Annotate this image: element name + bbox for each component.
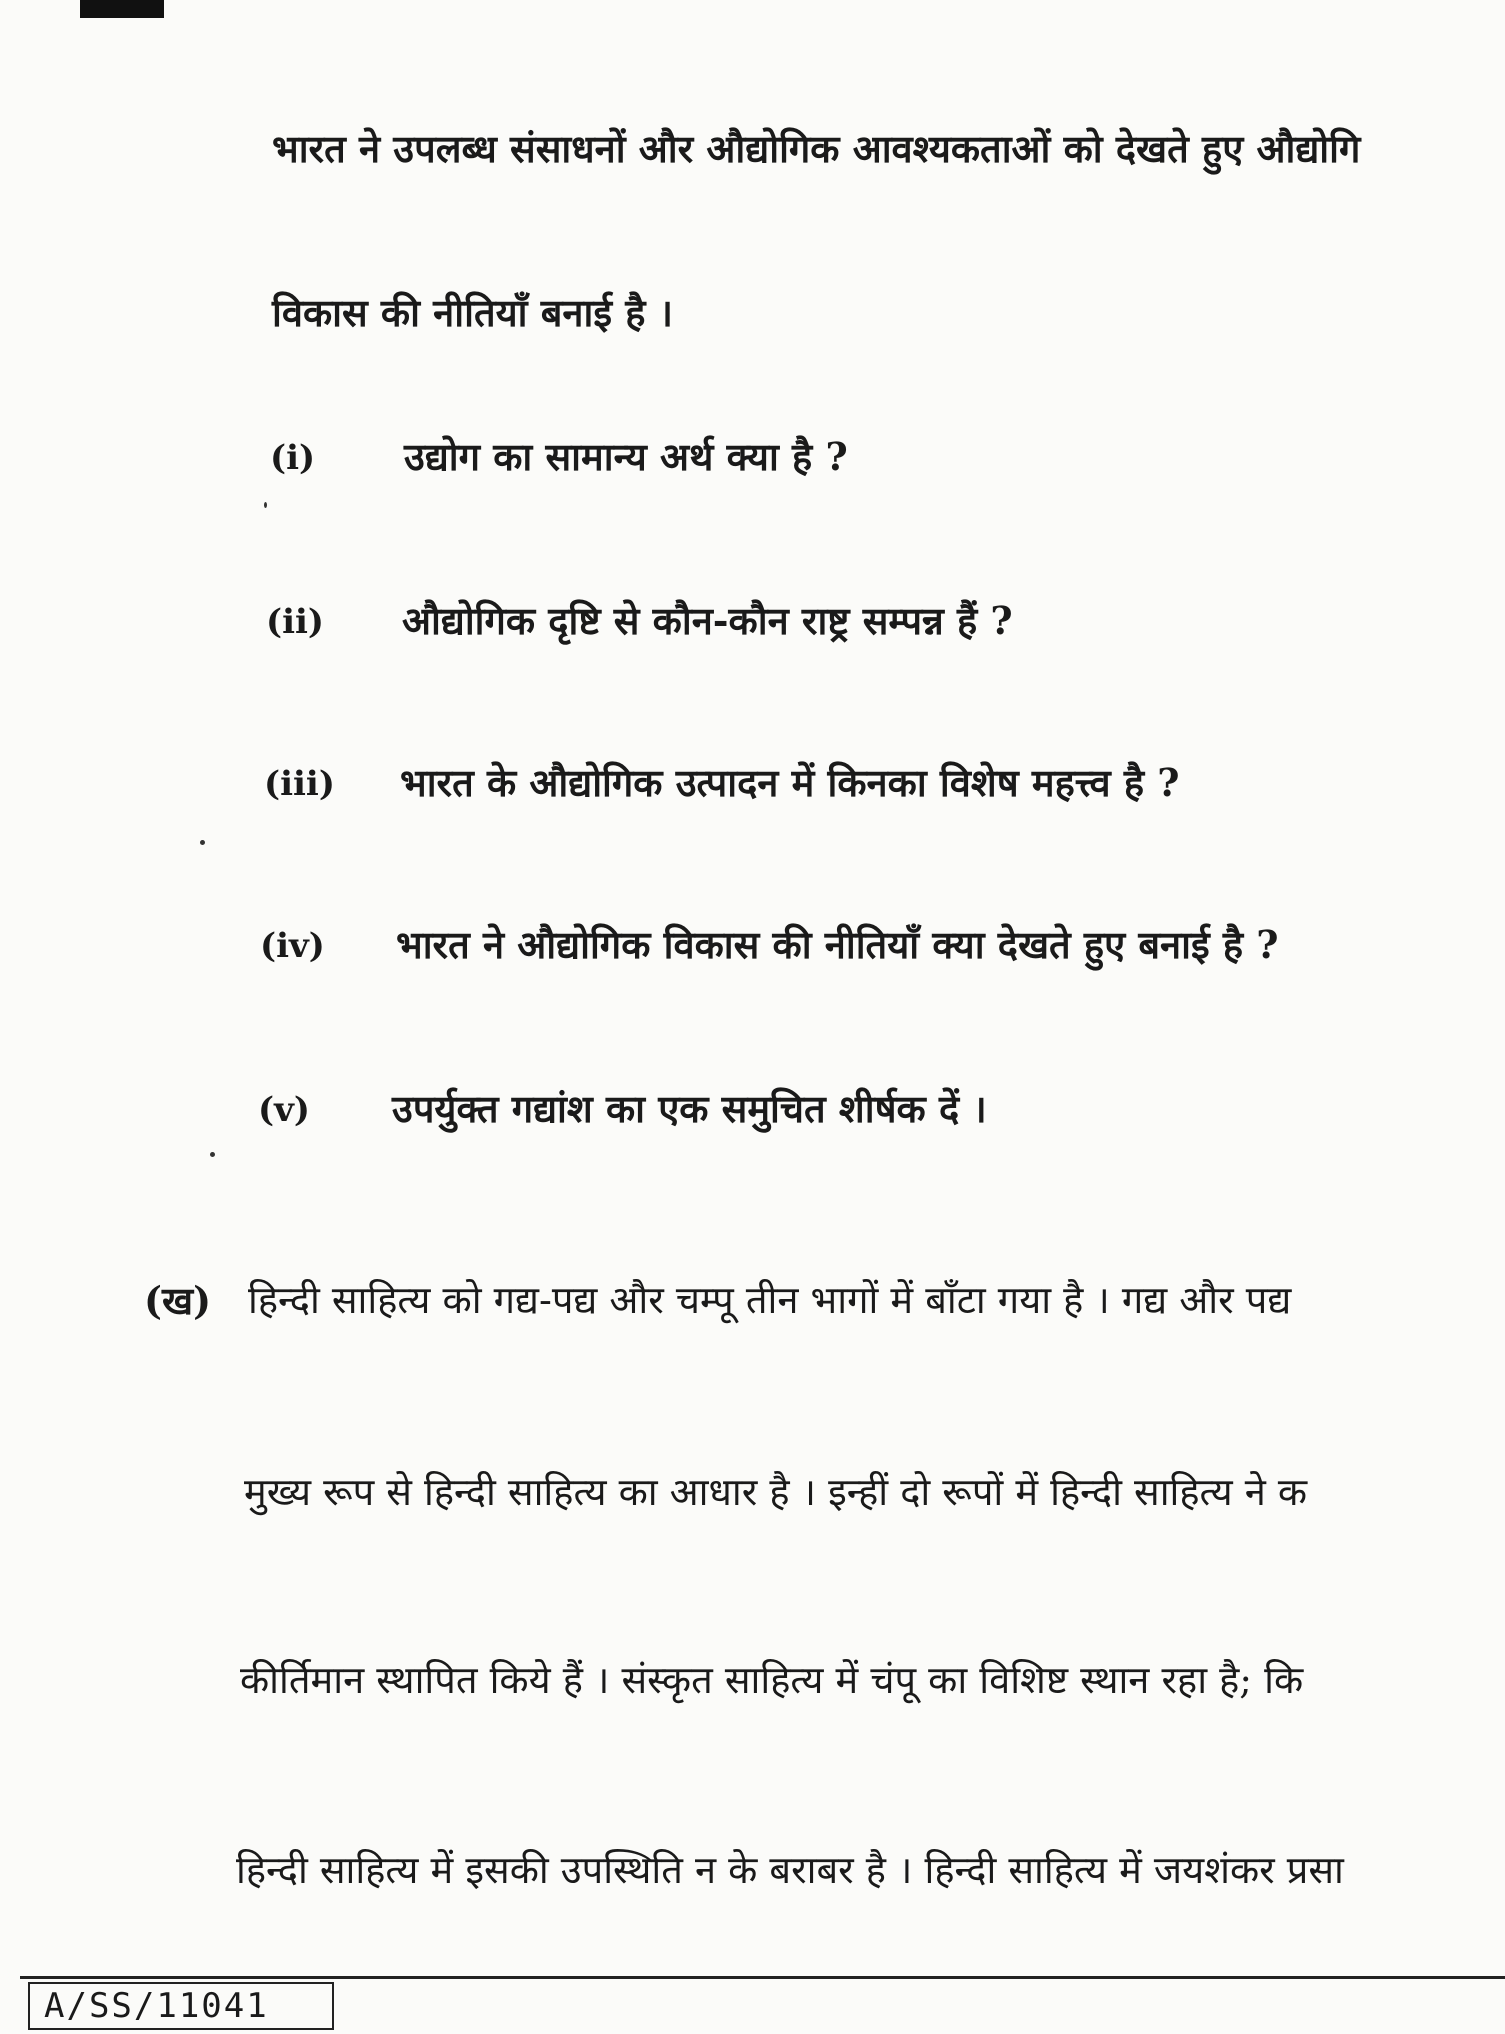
passage-a-line-2: विकास की नीतियाँ बनाई है । [272, 290, 674, 335]
passage-b-line-3: कीर्तिमान स्थापित किये हैं । संस्कृत साहित्य में चंपू का विशिष्ट स्थान रहा है; कि [240, 1658, 1304, 1702]
question-number: (i) [270, 438, 316, 478]
question-number: (ii) [266, 602, 325, 642]
question-text: भारत ने औद्योगिक विकास की नीतियाँ क्या देखते हुए बनाई है ? [396, 922, 1279, 967]
passage-b-line-4: हिन्दी साहित्य में इसकी उपस्थिति न के बराबर है । हिन्दी साहित्य में जयशंकर प्रसा [236, 1848, 1344, 1892]
scan-speck [200, 840, 205, 845]
passage-b-label: (ख) [144, 1278, 212, 1323]
passage-b-line-2: मुख्य रूप से हिन्दी साहित्य का आधार है । इन्हीं दो रूपों में हिन्दी साहित्य ने क [244, 1470, 1308, 1514]
scan-speck [210, 1152, 215, 1157]
question-number: (iv) [260, 926, 325, 966]
paper-code-box: A/SS/11041 [28, 1982, 334, 2030]
footer-rule [20, 1976, 1505, 1979]
passage-b-line-1: हिन्दी साहित्य को गद्य-पद्य और चम्पू तीन भागों में बाँटा गया है । गद्य और पद्य [248, 1278, 1292, 1322]
question-number: (v) [258, 1090, 310, 1130]
question-text: उद्योग का सामान्य अर्थ क्या है ? [404, 434, 848, 479]
corner-registration-mark [80, 0, 164, 18]
passage-a-line-1: भारत ने उपलब्ध संसाधनों और औद्योगिक आवश्यकताओं को देखते हुए औद्योगि [272, 126, 1361, 171]
question-number: (iii) [264, 764, 335, 804]
scan-speck [264, 502, 267, 508]
question-text: औद्योगिक दृष्टि से कौन-कौन राष्ट्र सम्पन्न हैं ? [402, 598, 1013, 643]
question-text: भारत के औद्योगिक उत्पादन में किनका विशेष महत्त्व है ? [400, 760, 1180, 805]
question-text: उपर्युक्त गद्यांश का एक समुचित शीर्षक दें । [392, 1086, 987, 1131]
